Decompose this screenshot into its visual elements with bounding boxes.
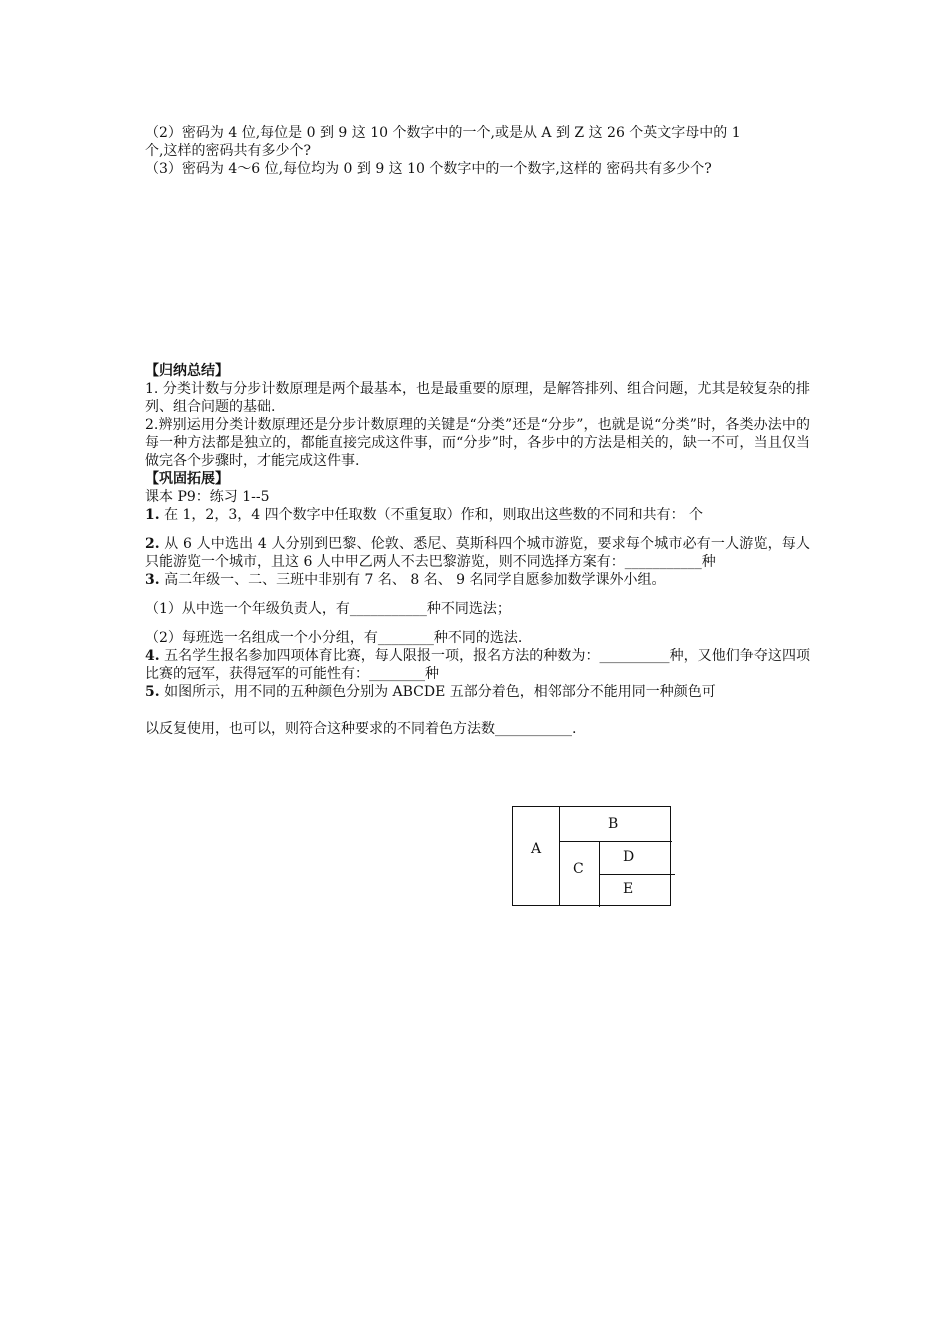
- textbook-reference: 课本 P9：练习 1--5: [145, 489, 270, 505]
- summary-paragraph-1: 1. 分类计数与分步计数原理是两个最基本，也是最重要的原理，是解答排列、组合问题，尤其是较复杂的排列、组合问题的基础.: [145, 381, 810, 415]
- question-2-line-2: 个,这样的密码共有多少个?: [145, 143, 311, 159]
- exercise-number: 3.: [145, 572, 160, 588]
- exercise-text: 从 6 人中选出 4 人分别到巴黎、伦敦、悉尼、莫斯科四个城市游览，要求每个城市必有一人游览，每人只能游览一个城市，且这 6 人中甲乙两人不去巴黎游览，则不同选择方案有：___________种: [145, 536, 810, 570]
- coloring-region-diagram: [512, 806, 671, 906]
- summary-paragraph-2: 2.辨别运用分类计数原理还是分步计数原理的关键是“分类”还是“分步”，也就是说“分类”时，各类办法中的每一种方法都是独立的，都能直接完成这件事，而“分步”时，各步中的方法是相关的，缺一不可，当且仅当做完各个步骤时，才能完成这件事.: [145, 417, 810, 469]
- region-label-a: A: [531, 841, 542, 857]
- exercise-4: [145, 647, 810, 683]
- exercise-text: 在 1，2，3，4 四个数字中任取数（不重复取）作和，则取出这些数的不同和共有： 个: [159, 507, 704, 523]
- diagram-divider-b: [559, 841, 672, 842]
- region-label-b: B: [608, 816, 619, 832]
- exercise-1: [145, 506, 810, 524]
- exercise-5: [145, 683, 810, 701]
- exercise-text: 五名学生报名参加四项体育比赛，每人限报一项，报名方法的种数为：__________种，又他们争夺这四项比赛的冠军，获得冠军的可能性有：________种: [145, 648, 810, 682]
- diagram-divider-d: [599, 874, 675, 875]
- exercise-3-part-2: （2）每班选一名组成一个小分组，有________种不同的选法.: [145, 630, 523, 646]
- exercise-text: 如图所示，用不同的五种颜色分别为 ABCDE 五部分着色，相邻部分不能用同一种颜色可: [159, 684, 716, 700]
- worksheet-page: [145, 124, 810, 738]
- region-label-d: D: [623, 849, 635, 865]
- exercise-number: 4.: [145, 648, 160, 664]
- region-label-c: C: [573, 861, 584, 877]
- exercise-3: [145, 571, 810, 589]
- exercise-number: 1.: [145, 507, 160, 523]
- exercise-number: 2.: [145, 536, 160, 552]
- exercise-3-part-1: （1）从中选一个年级负责人，有___________种不同选法；: [145, 601, 511, 617]
- exercise-text: 高二年级一、二、三班中非别有 7 名、 8 名、 9 名同学自愿参加数学课外小组。: [159, 572, 666, 588]
- diagram-divider-a: [559, 807, 560, 905]
- question-2-line-1: （2）密码为 4 位,每位是 0 到 9 这 10 个数字中的一个,或是从 A 到 Z 这 26 个英文字母中的 1: [145, 125, 741, 141]
- exercise-number: 5.: [145, 684, 160, 700]
- question-3: （3）密码为 4～6 位,每位均为 0 到 9 这 10 个数字中的一个数字,这样的 密码共有多少个?: [145, 161, 712, 177]
- summary-heading: 【归纳总结】: [145, 363, 229, 379]
- exercise-2: [145, 535, 810, 571]
- region-label-e: E: [623, 881, 634, 897]
- practice-heading: 【巩固拓展】: [145, 471, 229, 487]
- exercise-5-continued: 以反复使用，也可以，则符合这种要求的不同着色方法数___________.: [145, 721, 577, 737]
